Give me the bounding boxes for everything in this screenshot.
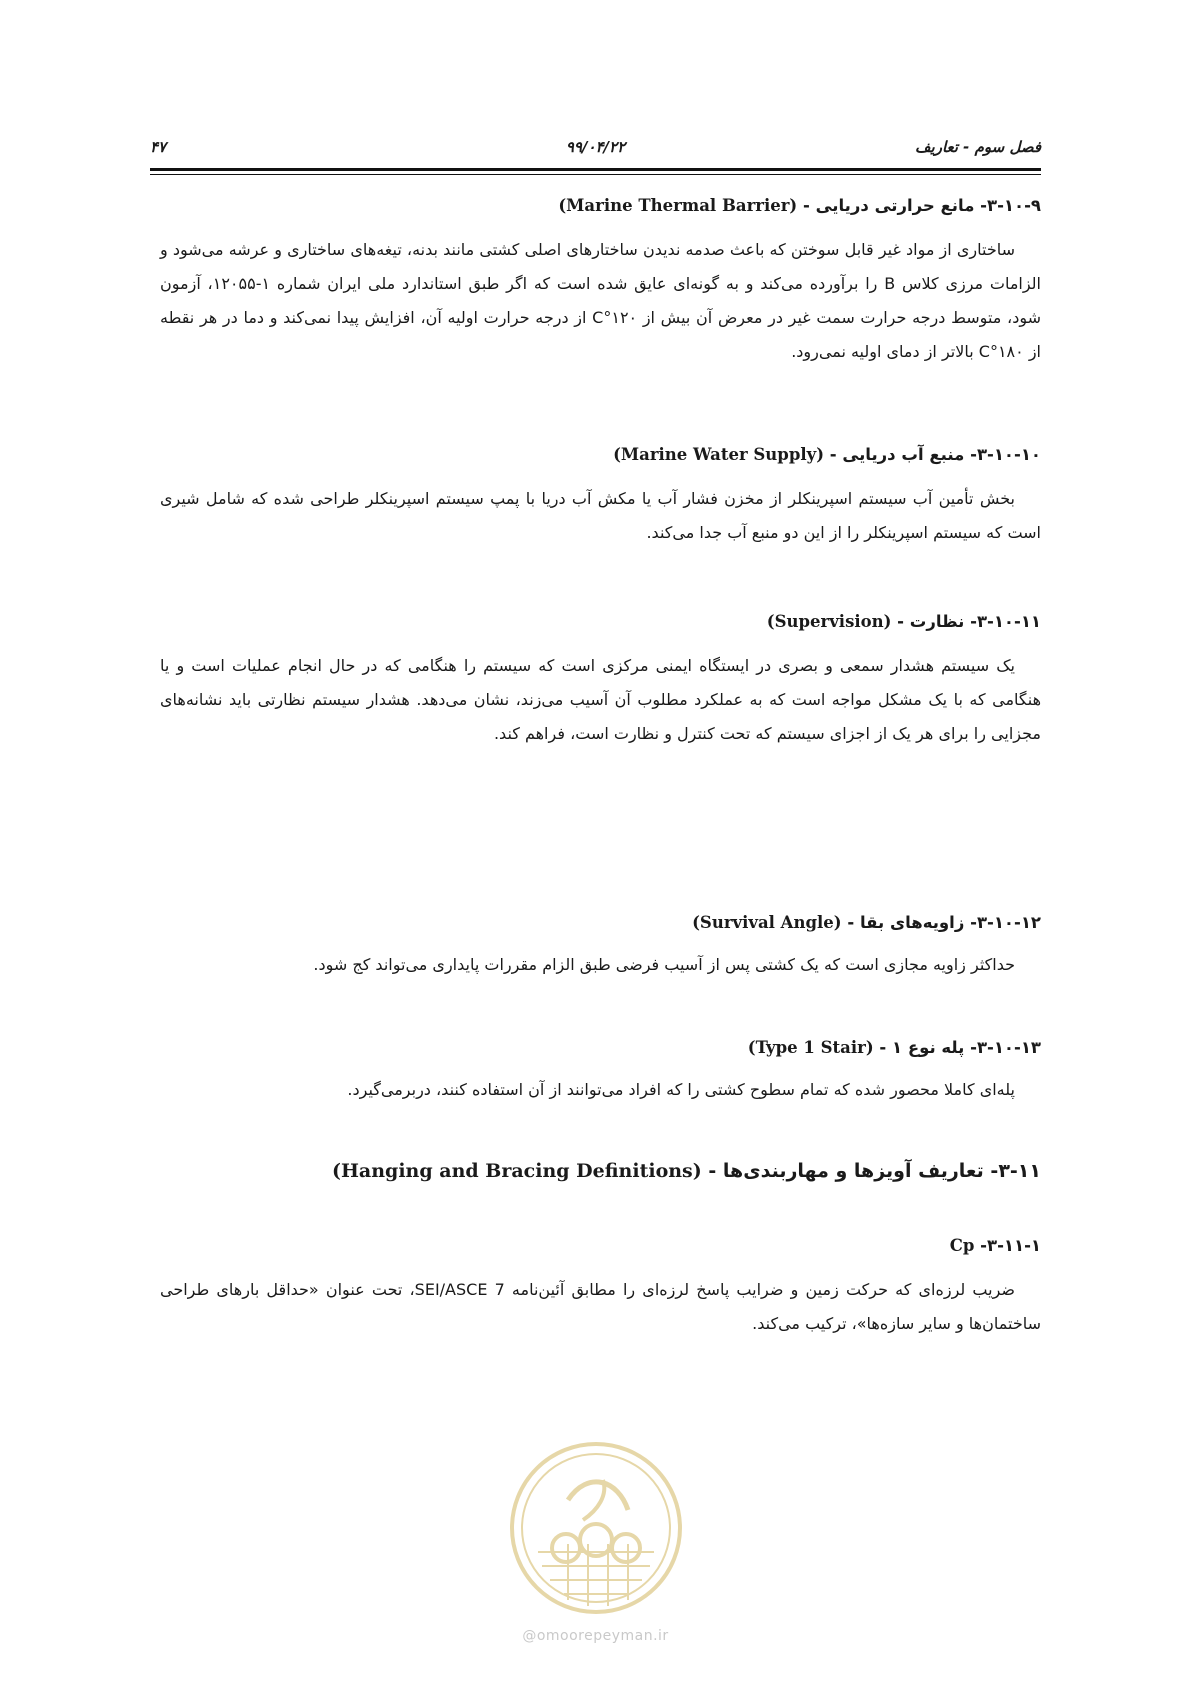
section-paragraph: بخش تأمین آب سیستم اسپرینکلر از مخزن فشار آب یا مکش آب دریا با پمپ سیستم اسپرینکلر طراحی شده که شامل شیری است که سیستم اسپرینکلر را از این دو منبع آب جدا می‌کند.	[160, 489, 1041, 542]
section-title: منبع آب دریایی	[842, 445, 965, 464]
section-english-title: (Marine Water Supply)	[613, 445, 825, 464]
section-number: ۳-۱۰-۱۱-	[970, 612, 1041, 631]
page-header	[150, 138, 1041, 160]
page-number: ۴۷	[150, 138, 167, 156]
section-marine-water-supply	[160, 445, 1041, 550]
section-number: ۳-۱۰-۹-	[980, 196, 1041, 215]
section-survival-angle	[160, 913, 1041, 982]
chapter-title: فصل سوم - تعاریف	[915, 138, 1041, 156]
watermark-url: @omoorepeyman.ir	[522, 1628, 669, 1644]
section-paragraph: پله‌ای کاملا محصور شده که تمام سطوح کشتی را که افراد می‌توانند از آن استفاده کنند، دربرمی‌گیرد.	[347, 1080, 1015, 1099]
section-heading: ۳-۱۰-۹- مانع حرارتی دریایی - (Marine Thermal Barrier)	[558, 196, 1041, 215]
section-heading: ۳-۱۰-۱۰- منبع آب دریایی - (Marine Water Supply)	[613, 445, 1041, 464]
section-number: ۳-۱۰-۱۲-	[970, 913, 1041, 932]
section-number: ۳-۱۱-	[990, 1160, 1041, 1182]
section-marine-thermal-barrier	[160, 196, 1041, 369]
section-heading	[160, 1236, 1041, 1255]
section-supervision	[160, 612, 1041, 751]
section-number: ۳-۱۰-۱۰-	[970, 445, 1041, 464]
section-cp	[160, 1236, 1041, 1341]
section-english-title: (Type 1 Stair)	[747, 1038, 874, 1057]
section-paragraph: حداکثر زاویه مجازی است که یک کشتی پس از آسیب فرضی طبق الزام مقررات پایداری می‌تواند کج شود.	[313, 955, 1015, 974]
section-paragraph: ضریب لرزه‌ای که حرکت زمین و ضرایب پاسخ لرزه‌ای را مطابق آئین‌نامه SEI/ASCE 7، تحت عنوان «حداقل بارهای طراحی ساختمان‌ها و سایر سازه‌ها»، ترکیب می‌کند.	[160, 1280, 1041, 1333]
header-rule-thick	[150, 168, 1041, 171]
header-rule-thin	[150, 174, 1041, 175]
section-paragraph: ساختاری از مواد غیر قابل سوختن که باعث صدمه ندیدن ساختارهای اصلی کشتی مانند بدنه، تیغه‌های ساختاری و عرشه می‌شود و الزامات مرزی کلاس B را برآورده می‌کند و به گونه‌ای عایق شده است که اگر طبق استاندارد ملی ایران شماره ۱-۱۲۰۵۵، آزمون شود، متوسط درجه حرارت سمت غیر در معرض آن بیش از ۱۲۰°C از درجه حرارت اولیه آن، افزایش پیدا نمی‌کند و دما در هر نقطه از ۱۸۰°C بالاتر از دمای اولیه نمی‌رود.	[160, 240, 1042, 361]
section-heading: ۳-۱۰-۱۳- پله نوع ۱ - (Type 1 Stair)	[747, 1038, 1041, 1057]
section-title: تعاریف آویزها و مهاربندی‌ها	[722, 1160, 984, 1182]
section-title: پله نوع ۱	[892, 1038, 965, 1057]
section-heading: ۳-۱۰-۱۲- زاویه‌های بقا - (Survival Angle)	[692, 913, 1041, 932]
section-title: Cp	[949, 1236, 975, 1255]
section-heading: ۳-۱۱- تعاریف آویزها و مهاربندی‌ها - (Hanging and Bracing Definitions)	[331, 1160, 1041, 1182]
section-number: ۳-۱۰-۱۳-	[970, 1038, 1041, 1057]
section-type-1-stair	[160, 1038, 1041, 1107]
section-title: مانع حرارتی دریایی	[815, 196, 975, 215]
header-date: ۹۹/۰۴/۲۲	[565, 138, 626, 156]
section-title: نظارت	[909, 612, 965, 631]
section-hanging-bracing-definitions	[160, 1160, 1041, 1182]
watermark-logo	[508, 1440, 684, 1616]
section-english-title: (Supervision)	[766, 612, 892, 631]
section-title: زاویه‌های بقا	[859, 913, 965, 932]
section-english-title: (Hanging and Bracing Definitions)	[331, 1160, 702, 1182]
section-paragraph: یک سیستم هشدار سمعی و بصری در ایستگاه ایمنی مرکزی است که سیستم را هنگامی که در حال انجام عملیات است و یا هنگامی که با یک مشکل مواجه است که به عملکرد مطلوب آن آسیب می‌زند، نشان می‌دهد. هشدار سیستم نظارتی باید نشانه‌های مجزایی را برای هر یک از اجزای سیستم که تحت کنترل و نظارت است، فراهم کند.	[160, 656, 1041, 743]
section-number: ۳-۱۱-۱-	[980, 1236, 1041, 1255]
section-english-title: (Survival Angle)	[692, 913, 842, 932]
section-heading: ۳-۱۰-۱۱- نظارت - (Supervision)	[766, 612, 1041, 631]
section-english-title: (Marine Thermal Barrier)	[558, 196, 798, 215]
